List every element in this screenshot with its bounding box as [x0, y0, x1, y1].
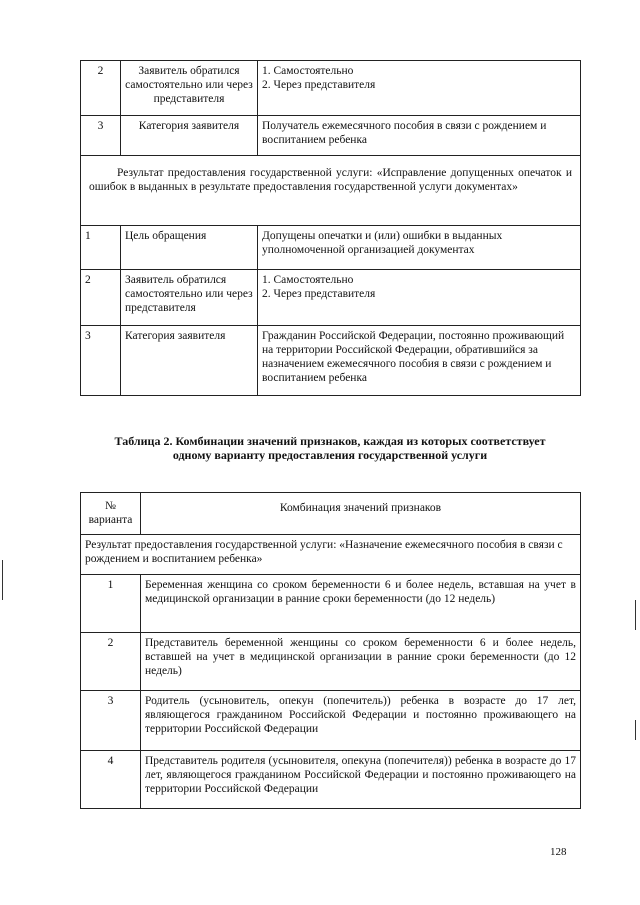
variant-text: Родитель (усыновитель, опекун (попечитель)) ребенка в возрасте до 17 лет, являющегося гражданином Российской Федерации и постоянно проживающего на территории Российской Федерации	[141, 691, 581, 751]
row-number: 1	[81, 226, 121, 270]
result-row	[81, 156, 581, 226]
result-text: Результат предоставления государственной услуги: «Назначение ежемесячного пособия в связи с рождением и воспитанием ребенка»	[81, 535, 581, 575]
table-row	[81, 116, 581, 156]
variant-number: 4	[81, 751, 141, 809]
variants-table	[80, 492, 581, 809]
table-row	[81, 61, 581, 116]
scan-mark	[635, 600, 636, 630]
variant-text: Представитель родителя (усыновителя, опекуна (попечителя)) ребенка в возрасте до 17 лет, являющегося гражданином Российской Федерации и постоянно проживающего на территории Российской Федерации	[141, 751, 581, 809]
scan-mark	[2, 560, 3, 600]
row-label: Заявитель обратился самостоятельно или через представителя	[121, 61, 258, 116]
row-value: 1. Самостоятельно 2. Через представителя	[258, 270, 581, 326]
table-row	[81, 226, 581, 270]
variant-number: 2	[81, 633, 141, 691]
variant-number: 1	[81, 575, 141, 633]
row-value: 1. Самостоятельно 2. Через представителя	[258, 61, 581, 116]
criteria-table	[80, 60, 581, 396]
variant-text: Представитель беременной женщины со сроком беременности 6 и более недель, вставшей на учет в медицинской организации в ранние сроки беременности (до 12 недель)	[141, 633, 581, 691]
row-label: Категория заявителя	[121, 116, 258, 156]
table-row	[81, 691, 581, 751]
table-header-row	[81, 493, 581, 535]
result-text: Результат предоставления государственной услуги: «Исправление допущенных опечаток и ошибок в выданных в результате предоставления государственной услуги документах»	[81, 156, 581, 226]
table-row	[81, 270, 581, 326]
table-row	[81, 326, 581, 396]
row-value: Гражданин Российской Федерации, постоянно проживающий на территории Российской Федерации, обратившийся за назначением ежемесячного пособия в связи с рождением и воспитанием ребенка	[258, 326, 581, 396]
page-number: 128	[550, 846, 567, 858]
table-row	[81, 633, 581, 691]
header-variant-number: № варианта	[81, 493, 141, 535]
header-combination: Комбинация значений признаков	[141, 493, 581, 535]
table-title: Таблица 2. Комбинации значений признаков, каждая из которых соответствует одному варианту предоставления государственной услуги	[114, 434, 546, 462]
variant-text: Беременная женщина со сроком беременности 6 и более недель, вставшая на учет в медицинской организации в ранние сроки беременности (до 12 недель)	[141, 575, 581, 633]
result-row	[81, 535, 581, 575]
scan-mark	[635, 720, 636, 740]
row-label: Цель обращения	[121, 226, 258, 270]
variant-number: 3	[81, 691, 141, 751]
row-number: 3	[81, 116, 121, 156]
row-value: Получатель ежемесячного пособия в связи с рождением и воспитанием ребенка	[258, 116, 581, 156]
table-row	[81, 575, 581, 633]
table-row	[81, 751, 581, 809]
row-value: Допущены опечатки и (или) ошибки в выданных уполномоченной организацией документах	[258, 226, 581, 270]
row-label: Заявитель обратился самостоятельно или через представителя	[121, 270, 258, 326]
row-number: 2	[81, 61, 121, 116]
row-label: Категория заявителя	[121, 326, 258, 396]
row-number: 3	[81, 326, 121, 396]
row-number: 2	[81, 270, 121, 326]
